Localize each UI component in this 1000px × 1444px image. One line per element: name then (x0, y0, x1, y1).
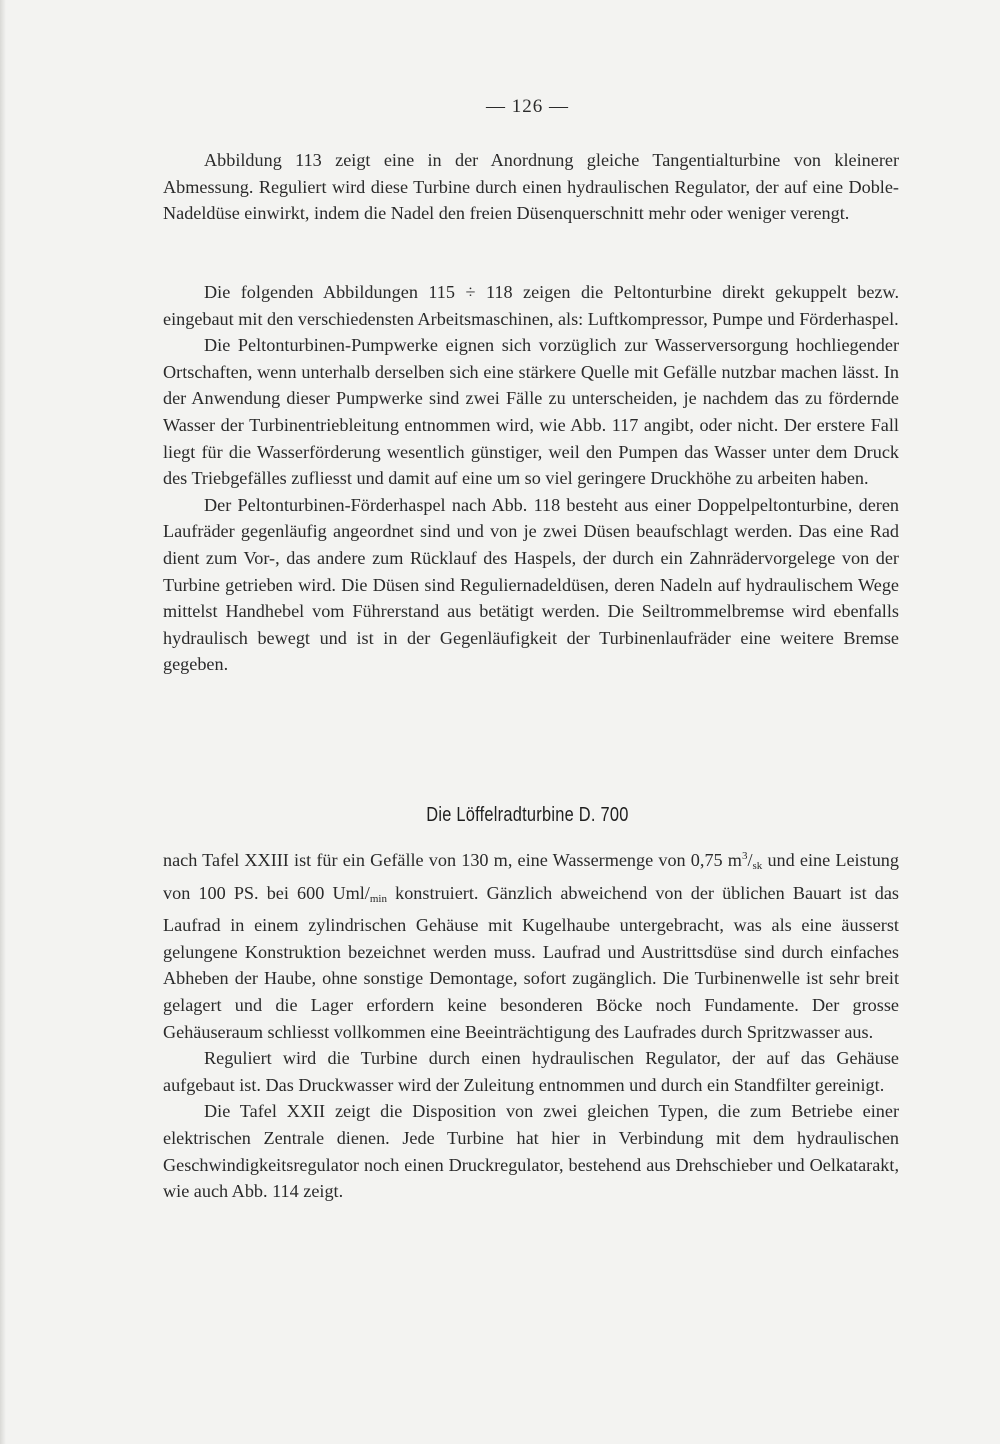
paragraph: Die folgenden Abbildungen 115 ÷ 118 zeigen die Peltonturbine direkt gekuppelt bezw. eingebaut mit den verschiedensten Arbeitsmaschinen, als: Luftkompressor, Pumpe und Förderhaspel. (163, 282, 899, 329)
paragraph-text: nach Tafel XXIII ist für ein Gefälle von 130 m, eine Wassermenge von 0,75 m (163, 850, 742, 870)
paragraph-text: konstruiert. Gänzlich abweichend von der üblichen Bauart ist das Laufrad in einem zylindrischen Gehäuse mit Kugelhaube untergebracht, was als eine äusserst gelungene Konstruktion bezeichnet werden muss. Laufrad und Austrittsdüse sind durch einfaches Abheben der Haube, ohne sonstige Demontage, sofort zugänglich. Die Turbinenwelle ist sehr breit gelagert und die Lager erfordern keine besonderen Böcke noch Fundamente. Der grosse Gehäuseraum schliesst vollkommen eine Beeinträchtigung des Laufrades durch Spritzwasser aus. (163, 882, 899, 1042)
paragraph: Der Peltonturbinen-Förderhaspel nach Abb. 118 besteht aus einer Doppelpeltonturbine, deren Laufräder gegenläufig angeordnet sind und von je zwei Düsen beaufschlagt werden. Das eine Rad dient zum Vor-, das andere zum Rücklauf des Haspels, der durch ein Zahnrädervorgelege von der Turbine getrieben wird. Die Düsen sind Reguliernadeldüsen, deren Nadeln auf hydraulischem Wege mittelst Handhebel vom Führerstand aus betätigt werden. Die Seiltrommelbremse wird ebenfalls hydraulisch bewegt und ist in der Gegenläufigkeit der Turbinenlaufräder eine weitere Bremse gegeben. (163, 494, 899, 675)
paragraph: Die Peltonturbinen-Pumpwerke eignen sich vorzüglich zur Wasserversorgung hochliegender Ortschaften, wenn unterhalb derselben sich eine stärkere Quelle mit Gefälle nutzbar machen lässt. In der Anwendung dieser Pumpwerke sind zwei Fälle zu unterscheiden, je nachdem das zu fördernde Wasser der Turbinentriebleitung entnommen wird, wie Abb. 117 angibt, oder nicht. Der erstere Fall liegt für die Wasserförderung wesentlich günstiger, weil den Pumpen das Wasser unter dem Druck des Triebgefälles zufliesst und damit auf eine um so viel geringere Druckhöhe zu arbeiten haben. (163, 335, 899, 489)
section-heading: Die Löffelradturbine D. 700 (426, 804, 629, 826)
paragraph: Abbildung 113 zeigt eine in der Anordnung gleiche Tangentialturbine von kleinerer Abmessung. Reguliert wird diese Turbine durch einen hydraulischen Regulator, der auf eine Doble-Nadeldüse einwirkt, indem die Nadel den freien Düsenquerschnitt mehr oder weniger verengt. (163, 150, 899, 224)
page-number: — 126 — (486, 96, 569, 117)
text-section-3 (163, 843, 899, 1205)
paragraph: Die Tafel XXII zeigt die Disposition von zwei gleichen Typen, die zum Betriebe einer elektrischen Zentrale dienen. Jede Turbine hat hier in Verbindung mit dem hydraulischen Geschwindigkeitsregulator noch einen Druckregulator, bestehend aus Drehschieber und Oelkatarakt, wie auch Abb. 114 zeigt. (163, 1101, 899, 1202)
subscript: sk (752, 860, 763, 872)
slash: / (747, 850, 753, 870)
page-edge (0, 0, 6, 1444)
paragraph-text: und eine Leistung von 100 PS. bei 600 Uml/ (163, 850, 899, 903)
superscript: 3 (741, 850, 748, 862)
text-section-2 (163, 279, 899, 678)
text-section-1 (163, 147, 899, 227)
paragraph (163, 843, 899, 1045)
paragraph: Reguliert wird die Turbine durch einen hydraulischen Regulator, der auf das Gehäuse aufgebaut ist. Das Druckwasser wird der Zuleitung entnommen und durch ein Standfilter gereinigt. (163, 1048, 899, 1095)
subscript: min (369, 892, 387, 905)
